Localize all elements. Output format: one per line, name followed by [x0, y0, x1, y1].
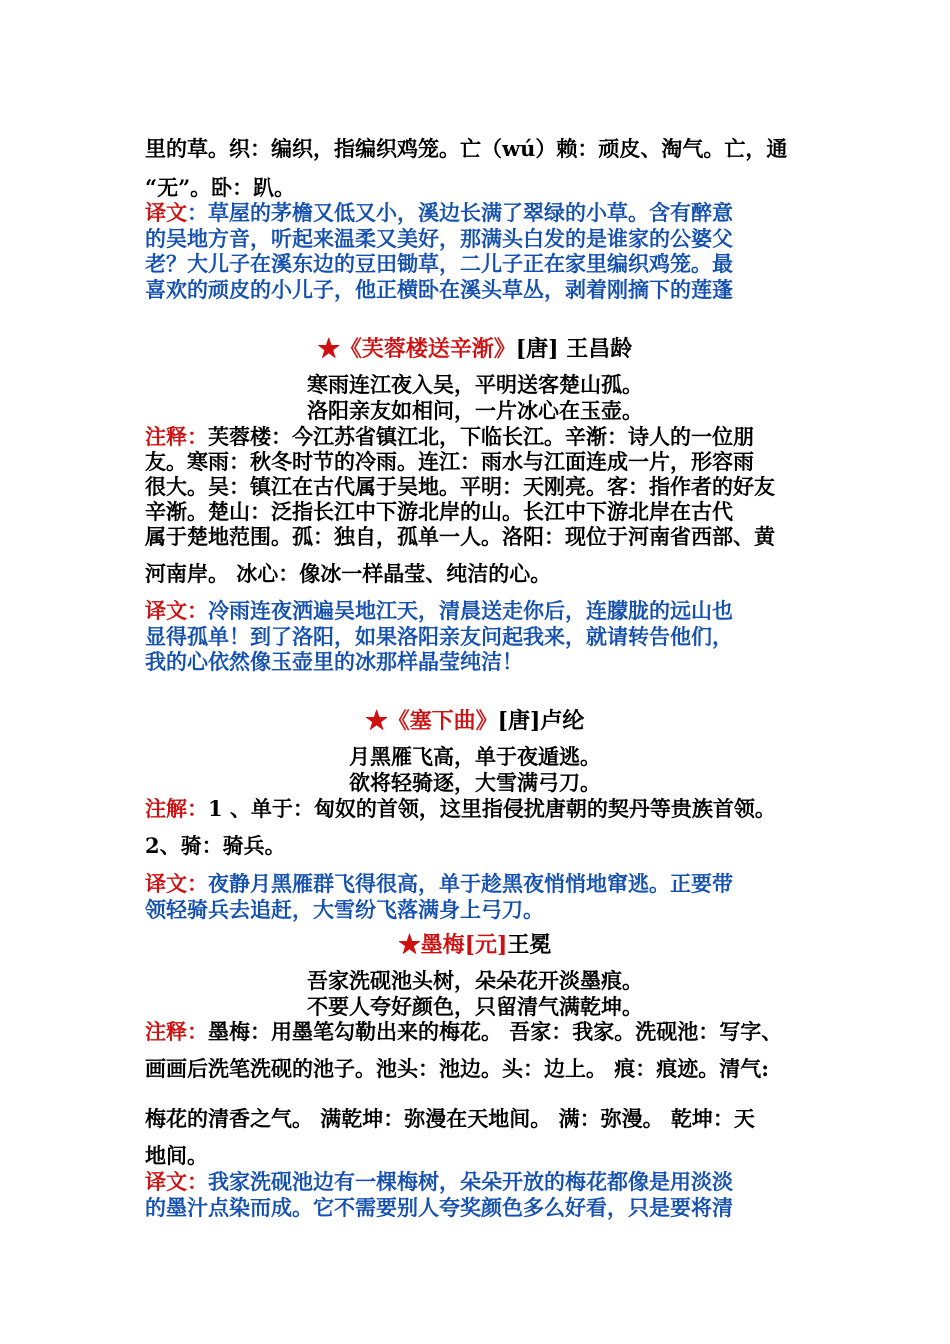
translation-line: 喜欢的顽皮的小儿子，他正横卧在溪头草丛，剥着刚摘下的莲蓬: [145, 277, 733, 302]
verse-line: 寒雨连江夜入吴，平明送客楚山孤。: [307, 372, 643, 397]
note-line: 里的草。织：编织，指编织鸡笼。亡（wú）赖：顽皮、淘气。亡，通: [145, 136, 788, 161]
verse-line: 洛阳亲友如相问，一片冰心在玉壶。: [307, 398, 643, 423]
translation-line: 译文：我家洗砚池边有一棵梅树，朵朵开放的梅花都像是用淡淡: [145, 1169, 733, 1194]
translation-label: 译文：: [145, 871, 208, 896]
note-line: 辛渐。楚山：泛指长江中下游北岸的山。长江中下游北岸在古代: [145, 499, 733, 524]
translation-line: 的墨汁点染而成。它不需要别人夸奖颜色多么好看，只是要将清: [145, 1195, 733, 1220]
star-icon: ★: [365, 708, 388, 734]
translation-line: 译文：冷雨连夜洒遍吴地江天，清晨送走你后，连朦胧的远山也: [145, 598, 733, 623]
translation-line: 显得孤单！到了洛阳，如果洛阳亲友问起我来，就请转告他们，: [145, 624, 733, 649]
translation-line: 领轻骑兵去追赶，大雪纷飞落满身上弓刀。: [145, 897, 544, 922]
note-line: 注释：墨梅：用墨笔勾勒出来的梅花。 吾家：我家。洗砚池：写字、: [145, 1019, 783, 1044]
note-line: 2、骑：骑兵。: [145, 833, 286, 858]
star-icon: ★: [398, 932, 421, 958]
translation-line: 我的心依然像玉壶里的冰那样晶莹纯洁！: [145, 649, 523, 674]
poem-title: ★《芙蓉楼送辛渐》[唐] 王昌龄: [317, 336, 633, 362]
translation-line: 译文：草屋的茅檐又低又小，溪边长满了翠绿的小草。含有醉意: [145, 200, 733, 225]
note-line: 注释：芙蓉楼：今江苏省镇江北，下临长江。辛渐：诗人的一位朋: [145, 424, 754, 449]
star-icon: ★: [317, 336, 340, 362]
note-label: 注解：: [145, 796, 208, 821]
note-line: 梅花的清香之气。 满乾坤：弥漫在天地间。 满：弥漫。 乾坤：天: [145, 1106, 755, 1131]
note-line: 地间。: [145, 1143, 208, 1168]
note-line: 属于楚地范围。孤：独自，孤单一人。洛阳：现位于河南省西部、黄: [145, 524, 775, 549]
verse-line: 吾家洗砚池头树，朵朵花开淡墨痕。: [307, 968, 643, 993]
note-line: 河南岸。 冰心：像冰一样晶莹、纯洁的心。: [145, 561, 552, 586]
note-line: 画画后洗笔洗砚的池子。池头：池边。头：边上。 痕：痕迹。清气:: [145, 1056, 770, 1081]
poem-title: ★《塞下曲》[唐]卢纶: [365, 708, 585, 734]
translation-label: 译文: [145, 200, 187, 225]
translation-line: 译文：夜静月黑雁群飞得很高，单于趁黑夜悄悄地窜逃。正要带: [145, 871, 733, 896]
translation-line: 老？大儿子在溪东边的豆田锄草，二儿子正在家里编织鸡笼。最: [145, 251, 733, 276]
note-line: “无”。卧：趴。: [145, 175, 296, 200]
note-line: 很大。吴：镇江在古代属于吴地。平明：天刚亮。客：指作者的好友: [145, 474, 775, 499]
poem-title: ★墨梅[元]王冕: [398, 932, 552, 958]
note-line: 友。寒雨：秋冬时节的冷雨。连江：雨水与江面连成一片，形容雨: [145, 449, 754, 474]
translation-line: 的吴地方音，听起来温柔又美好，那满头白发的是谁家的公婆父: [145, 226, 733, 251]
note-label: 注释：: [145, 1019, 208, 1044]
note-label: 注释：: [145, 424, 208, 449]
translation-label: 译文：: [145, 1169, 208, 1194]
note-line: 注解：1 、单于：匈奴的首领，这里指侵扰唐朝的契丹等贵族首领。: [145, 796, 776, 821]
verse-line: 不要人夸好颜色，只留清气满乾坤。: [307, 994, 643, 1019]
translation-label: 译文：: [145, 598, 208, 623]
verse-line: 月黑雁飞高，单于夜遁逃。: [349, 744, 601, 769]
verse-line: 欲将轻骑逐，大雪满弓刀。: [349, 770, 601, 795]
